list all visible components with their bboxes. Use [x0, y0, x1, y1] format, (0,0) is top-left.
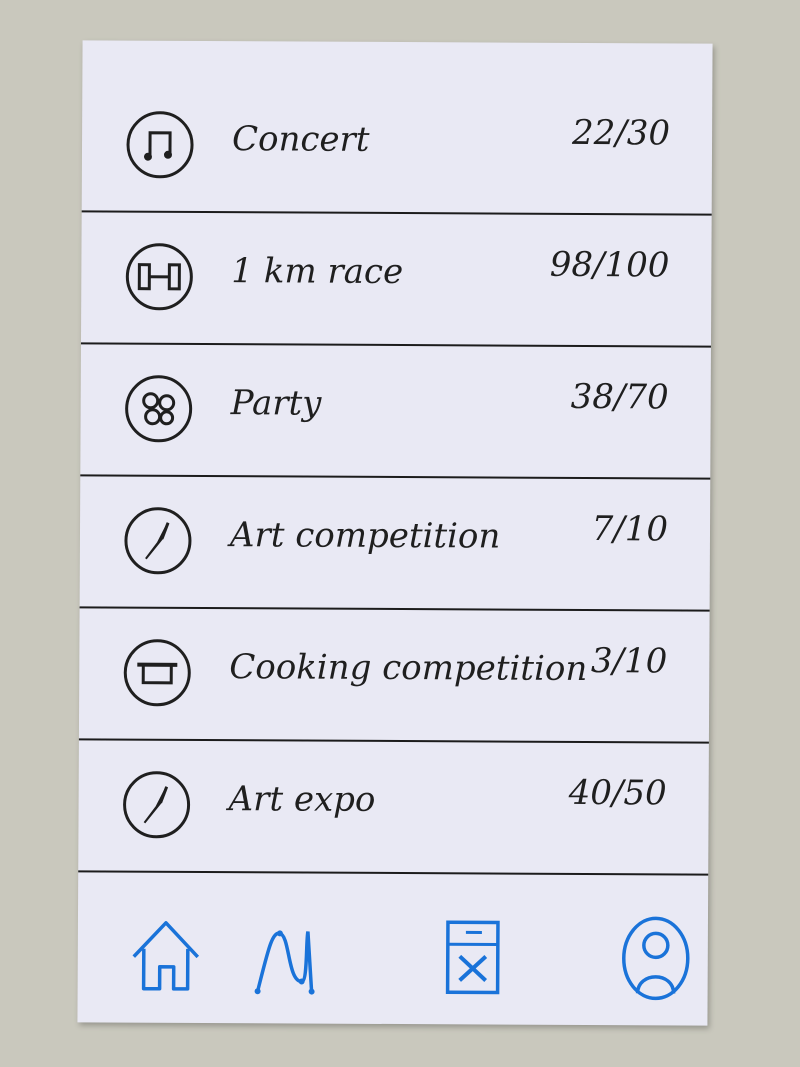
brush-icon: [120, 769, 192, 841]
tab-stats[interactable]: [250, 911, 330, 1001]
event-count: 38/70: [570, 376, 669, 418]
event-row-race[interactable]: [81, 212, 712, 347]
event-name: Art expo: [228, 779, 376, 820]
event-row-art-competition[interactable]: [80, 476, 711, 611]
brush-icon: [122, 505, 194, 577]
event-count: 22/30: [572, 112, 671, 154]
home-icon: [126, 911, 206, 1001]
event-name: Cooking competition: [229, 647, 588, 690]
event-name: Concert: [231, 119, 370, 160]
event-name: Art competition: [229, 515, 501, 557]
event-row-cooking-competition[interactable]: [79, 608, 710, 743]
profile-icon: [616, 913, 696, 1003]
ticket-icon: [438, 912, 518, 1002]
event-count: 98/100: [549, 244, 670, 286]
event-count: 40/50: [568, 772, 667, 814]
event-name: 1 km race: [231, 251, 404, 293]
barbell-icon: [123, 241, 195, 313]
cooking-pot-icon: [121, 637, 193, 709]
graph-icon: [250, 911, 330, 1001]
tab-tickets[interactable]: [438, 912, 518, 1002]
event-row-party[interactable]: [80, 344, 711, 479]
music-note-icon: [124, 109, 196, 181]
bottom-tab-bar: [77, 870, 708, 1023]
event-row-art-expo[interactable]: [78, 740, 709, 875]
tab-profile[interactable]: [616, 913, 696, 1003]
tab-home[interactable]: [126, 911, 206, 1001]
event-row-concert[interactable]: [82, 80, 713, 215]
party-icon: [122, 373, 194, 445]
event-count: 3/10: [590, 641, 668, 682]
event-name: Party: [230, 383, 322, 424]
paper-screen: [77, 40, 712, 1025]
event-count: 7/10: [591, 509, 669, 550]
